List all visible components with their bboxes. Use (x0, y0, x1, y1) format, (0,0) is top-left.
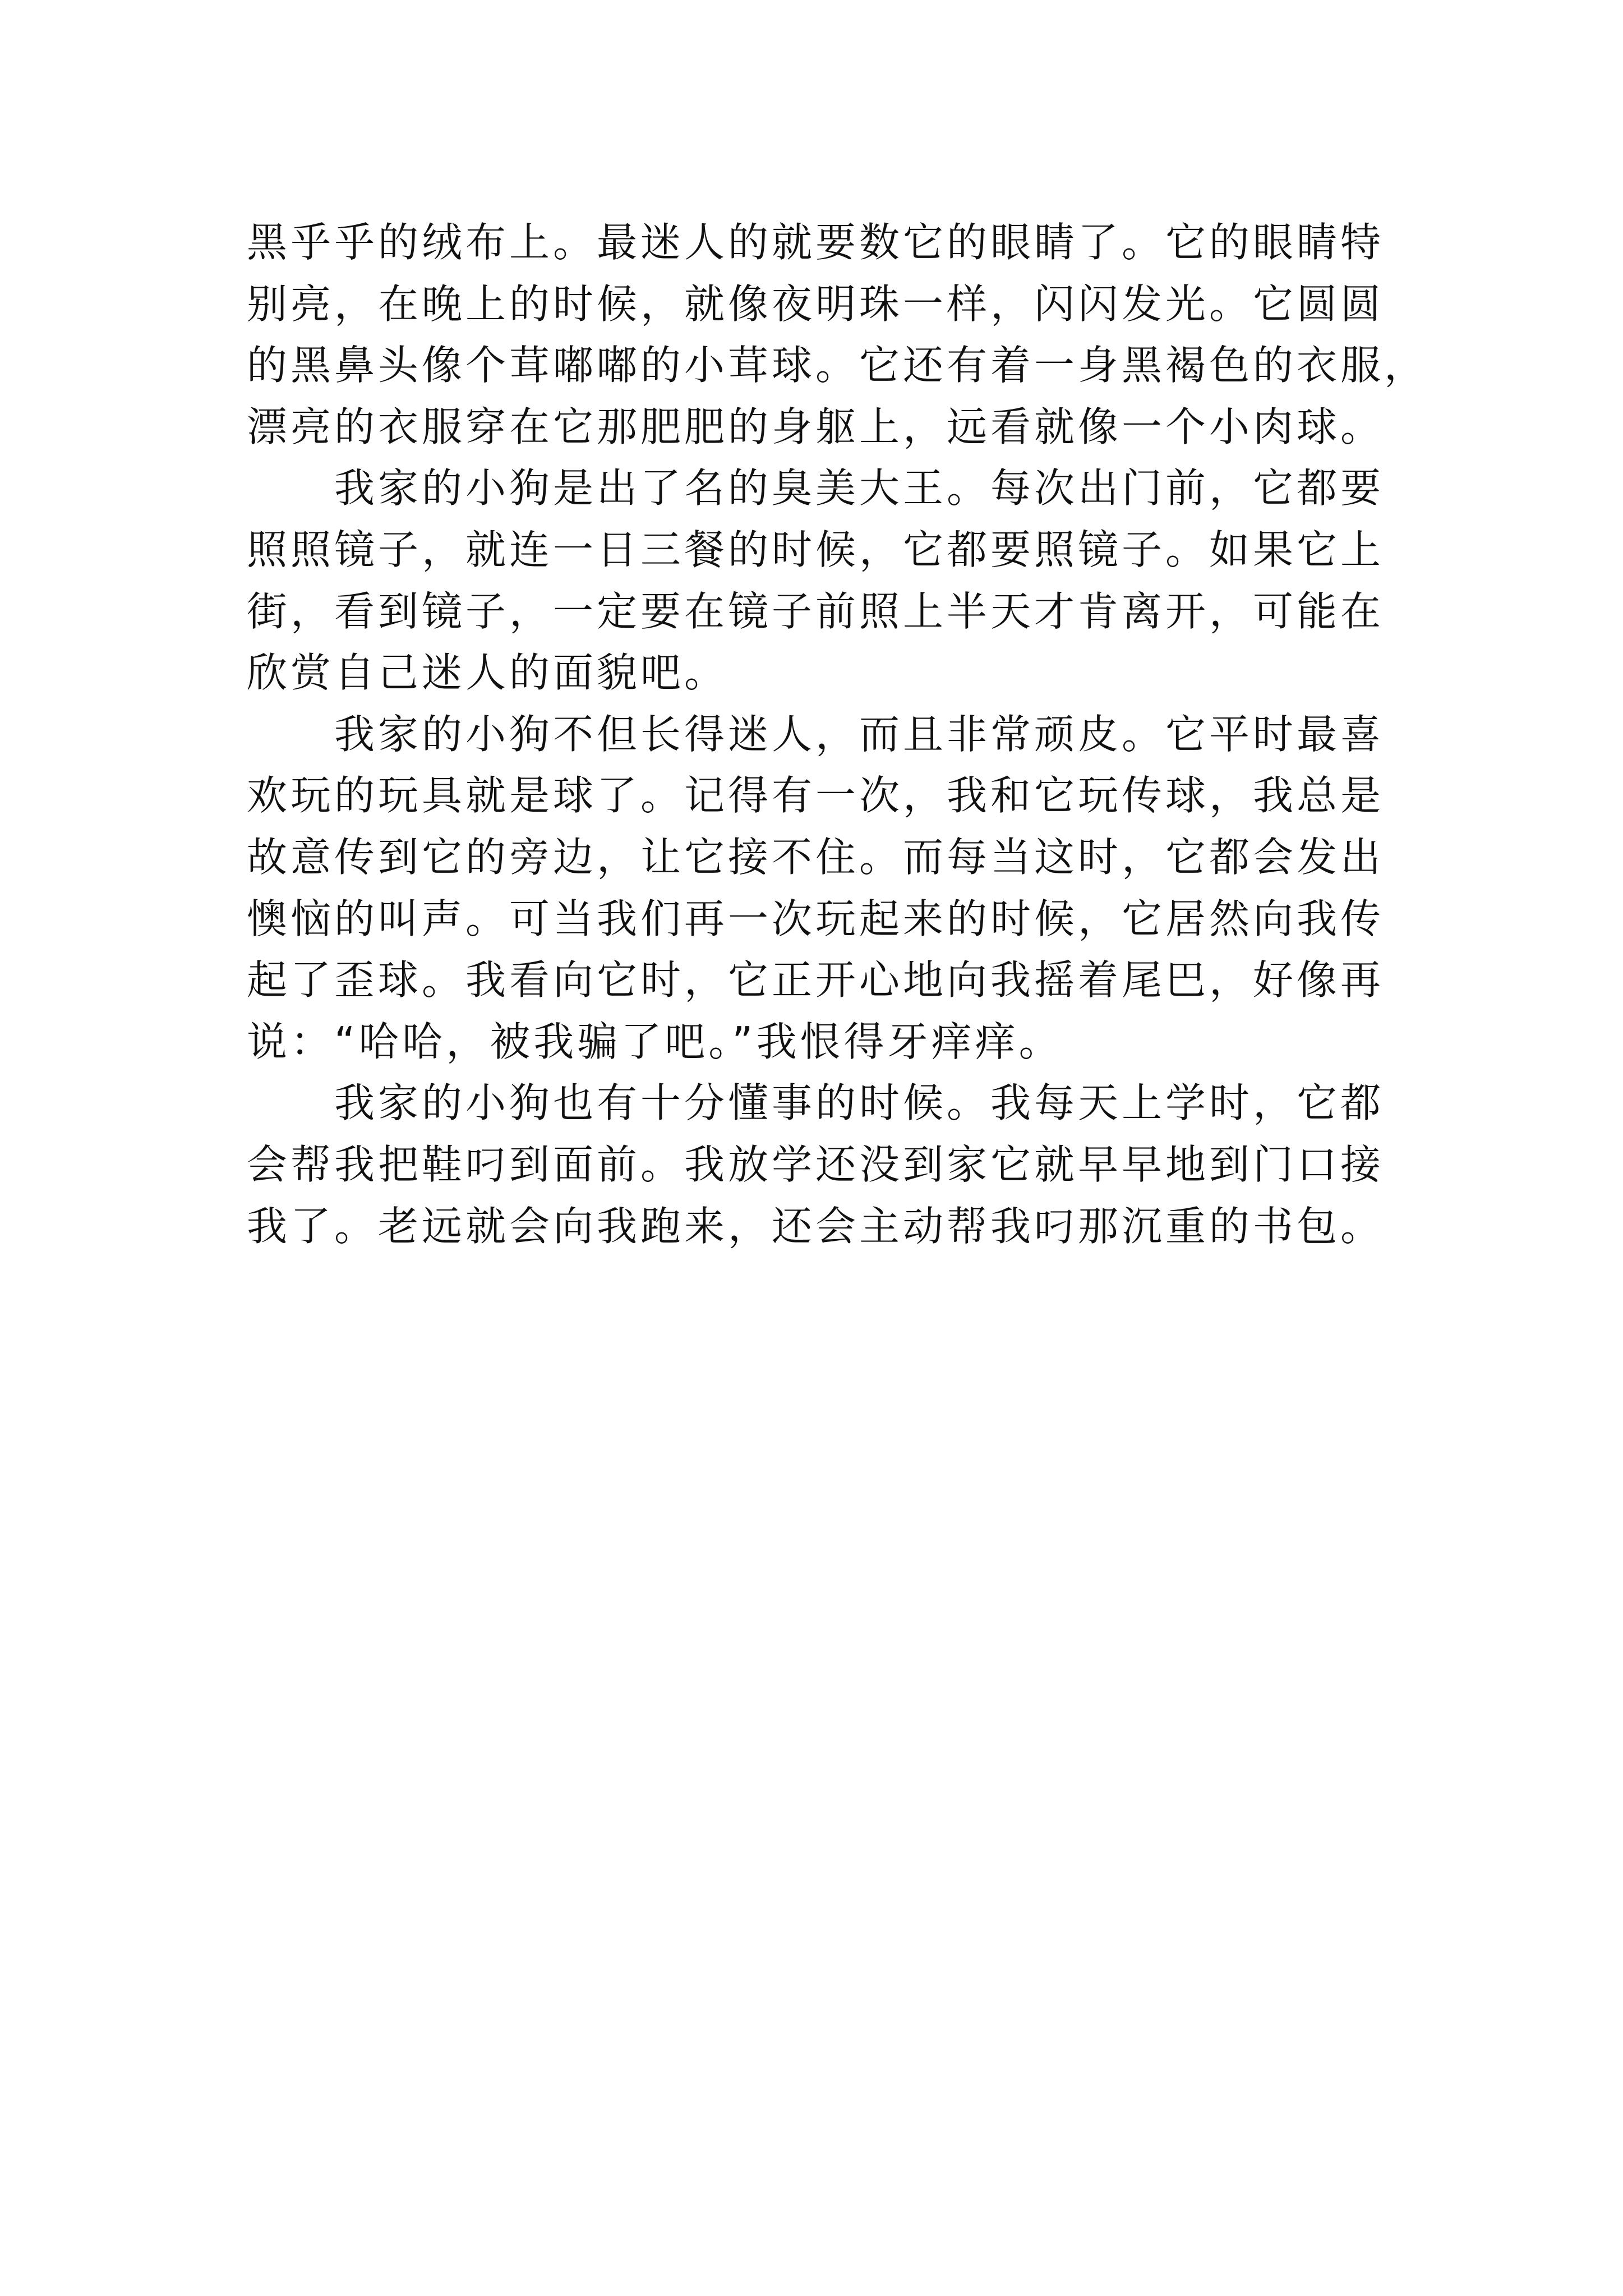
paragraph-first-line: 我家的小狗不但长得迷人，而且非常顽皮。它平时最喜 (334, 710, 1385, 758)
text-line: 故意传到它的旁边，让它接不住。而每当这时，它都会发出 (247, 833, 1385, 881)
text-line: 照照镜子，就连一日三餐的时候，它都要照镜子。如果它上 (247, 526, 1385, 573)
text-line: 起了歪球。我看向它时，它正开心地向我摇着尾巴，好像再 (247, 956, 1385, 1004)
text-line: 的黑鼻头像个茸嘟嘟的小茸球。它还有着一身黑褐色的衣服， (247, 342, 1428, 389)
text-line: 会帮我把鞋叼到面前。我放学还没到家它就早早地到门口接 (247, 1140, 1385, 1188)
text-line: 欣赏自己迷人的面貌吧。 (247, 649, 728, 697)
text-line: 我了。老远就会向我跑来，还会主动帮我叼那沉重的书包。 (247, 1202, 1385, 1250)
text-line: 黑乎乎的绒布上。最迷人的就要数它的眼睛了。它的眼睛特 (247, 219, 1385, 266)
paragraph-first-line: 我家的小狗是出了名的臭美大王。每次出门前，它都要 (334, 464, 1385, 512)
text-line: 漂亮的衣服穿在它那肥肥的身躯上，远看就像一个小肉球。 (247, 403, 1385, 450)
text-line: 说：“哈哈，被我骗了吧。”我恨得牙痒痒。 (247, 1018, 1063, 1065)
text-line: 街，看到镜子，一定要在镜子前照上半天才肯离开，可能在 (247, 587, 1385, 635)
text-line: 别亮，在晚上的时候，就像夜明珠一样，闪闪发光。它圆圆 (247, 280, 1385, 328)
text-line: 欢玩的玩具就是球了。记得有一次，我和它玩传球，我总是 (247, 772, 1385, 820)
text-line: 懊恼的叫声。可当我们再一次玩起来的时候，它居然向我传 (247, 895, 1385, 942)
paragraph-first-line: 我家的小狗也有十分懂事的时候。我每天上学时，它都 (334, 1079, 1385, 1127)
essay-text (247, 212, 1447, 1257)
